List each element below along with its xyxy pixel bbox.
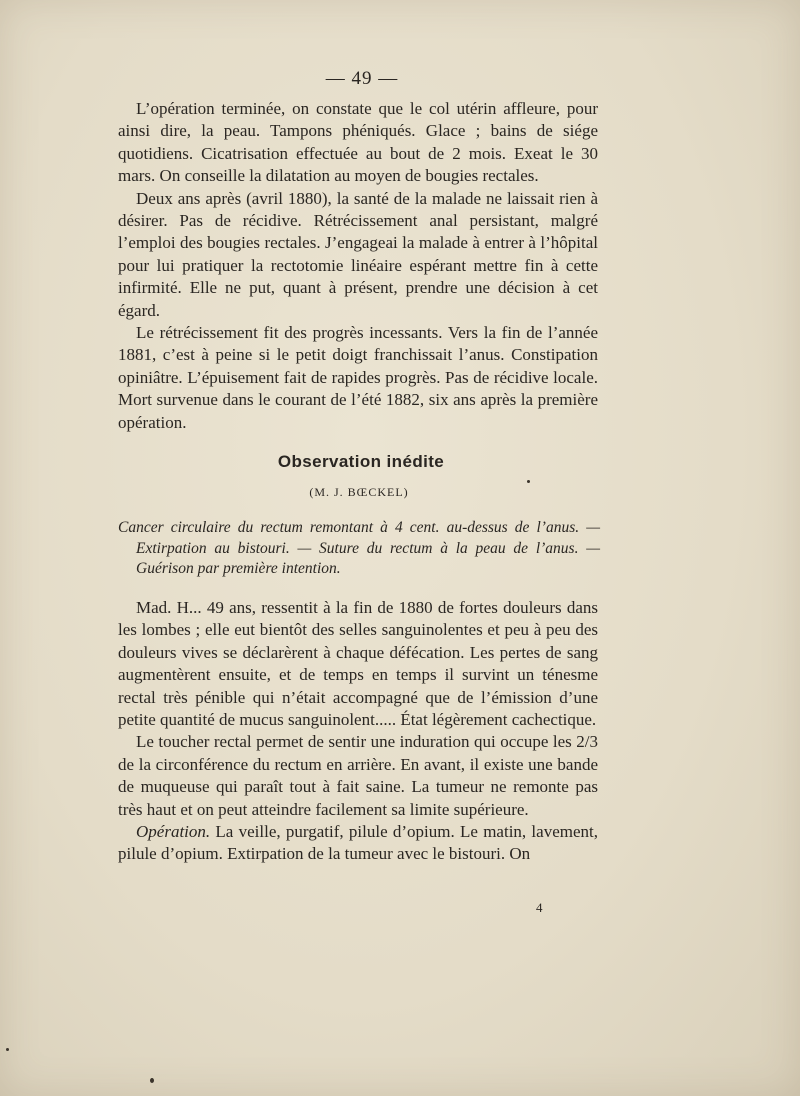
observation-text-block bbox=[118, 597, 598, 866]
page-number: — 49 — bbox=[325, 68, 399, 89]
ink-spot bbox=[150, 1078, 154, 1083]
operation-text: La veille, purgatif, pilule d’opium. Le matin, lavement, pilule d’opium. Extirpation de la tumeur avec le bistouri. On bbox=[118, 822, 598, 864]
summary-text: Cancer circulaire du rectum remontant à 4 cent. au-dessus de l’anus. — Extirpation au bistouri. — Suture du rectum à la peau de l’anus. — Guérison par première intention. bbox=[118, 519, 600, 577]
paragraph: Mad. H... 49 ans, ressentit à la fin de 1880 de fortes douleurs dans les lombes ; elle eut bientôt des selles sanguinolentes et peu à peu des douleurs vives se déclarèrent à chaque défécation. Les pertes de sang augmentèrent ensuite, et de temps en temps il survint un ténesme rectal très pénible qui n’était accompagné que de l’émission d’une petite quantité de mucus sanguinolent..... État légèrement cachectique. bbox=[118, 598, 598, 730]
observation-title: Observation inédite bbox=[277, 452, 445, 471]
operation-paragraph bbox=[118, 821, 598, 866]
paragraph: L’opération terminée, on constate que le col utérin affleure, pour ainsi dire, la peau. Tampons phéniqués. Glace ; bains de siége quotidiens. Cicatrisation effectuée au bout de 2 mois. Exeat le 30 mars. On conseille la dilatation au moyen de bougies rectales. bbox=[118, 99, 598, 186]
paragraph: Le rétrécissement fit des progrès incessants. Vers la fin de l’année 1881, c’est à peine si le petit doigt franchissait l’anus. Constipation opiniâtre. L’épuisement fait de rapides progrès. Pas de récidive locale. Mort survenue dans le courant de l’été 1882, six ans après la première opération. bbox=[118, 323, 598, 432]
paragraph: Le toucher rectal permet de sentir une induration qui occupe les 2/3 de la circonférence du rectum en arrière. En avant, il existe une bande de muqueuse qui paraît tout à fait saine. La tumeur ne remonte pas très haut et on peut atteindre facilement sa limite supérieure. bbox=[118, 732, 598, 819]
top-text-block bbox=[118, 98, 598, 434]
observation-summary bbox=[118, 518, 600, 580]
ink-spot bbox=[6, 1048, 9, 1051]
paragraph: Deux ans après (avril 1880), la santé de la malade ne laissait rien à désirer. Pas de récidive. Rétrécissement anal persistant, malgré l’emploi des bougies rectales. J’engageai la malade à entrer à l’hôpital pour lui pratiquer la rectotomie linéaire espérant mettre fin à cette infirmité. Elle ne put, quant à présent, prendre une décision à cet égard. bbox=[118, 188, 598, 320]
observation-author: (M. J. BŒCKEL) bbox=[309, 485, 409, 499]
ink-spot bbox=[527, 480, 530, 483]
operation-label: Opération. bbox=[136, 822, 211, 842]
signature-mark: 4 bbox=[536, 900, 543, 915]
